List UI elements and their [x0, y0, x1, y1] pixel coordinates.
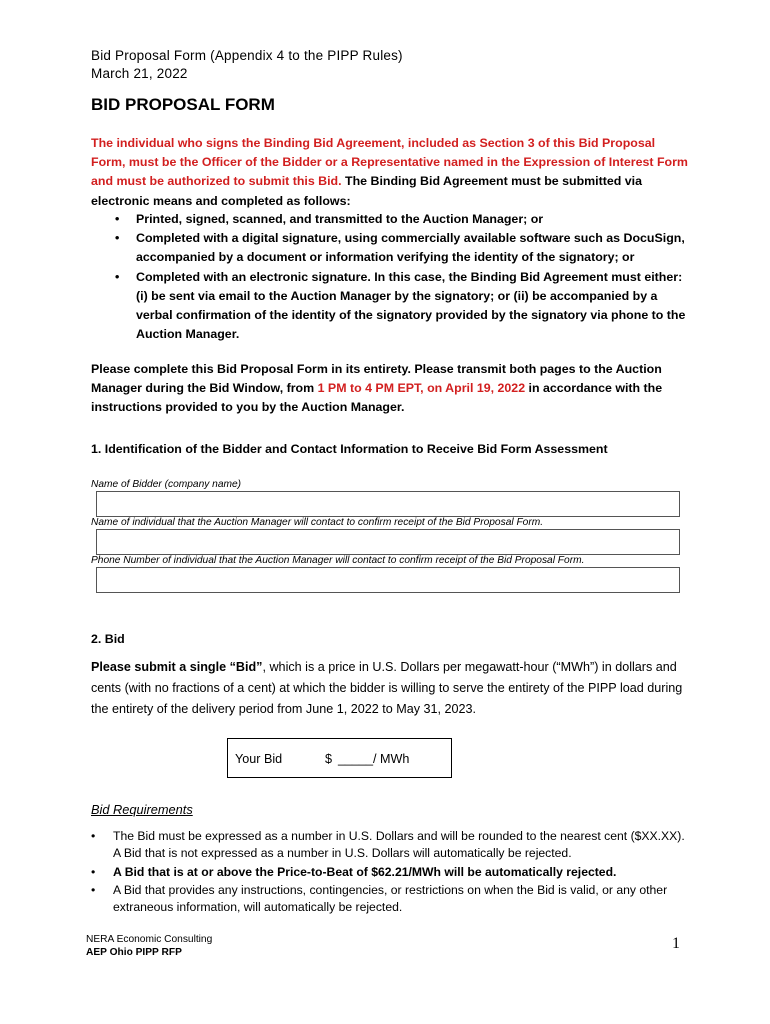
bullet-icon: • — [115, 212, 120, 226]
footer-rfp: AEP Ohio PIPP RFP — [86, 947, 182, 958]
requirement-text: A Bid that is at or above the Price-to-Beat of $62.21/MWh will be automatically rejected. — [113, 864, 617, 879]
page-title: BID PROPOSAL FORM — [91, 95, 275, 114]
bid-lead-bold: Please submit a single “Bid” — [91, 660, 263, 674]
list-item — [115, 268, 688, 345]
footer-organization: NERA Economic Consulting — [86, 934, 213, 945]
submission-text-part1: Please complete this Bid Proposal Form in its entirety. Please transmit both pages to the Auction Manager during the Bid Window, from — [91, 362, 662, 396]
bullet-icon: • — [115, 231, 120, 246]
document-header-title: Bid Proposal Form (Appendix 4 to the PIPP Rules) — [91, 48, 403, 63]
contact-name-field[interactable] — [96, 529, 680, 555]
currency-symbol: $ — [325, 752, 333, 766]
intro-red-text: The individual who signs the Binding Bid Agreement, included as Section 3 of this Bid Proposal Form, must be the Officer of the Bidder or a Representative named in the Expression of Interest Form and must be authorized to submit this Bid. — [91, 136, 688, 189]
intro-bullet-text: Printed, signed, scanned, and transmitted to the Auction Manager; or — [136, 212, 544, 226]
bullet-icon: • — [91, 864, 96, 879]
bid-amount-input[interactable]: _____ — [338, 752, 374, 766]
unit-label: / MWh — [373, 752, 410, 766]
bid-lead-rest: , which is a price in U.S. Dollars per megawatt-hour (“MWh”) in dollars and cents (with no fractions of a cent) at which the bidder is willing to serve the entirety of the PIPP load during the entirety of the delivery period from June 1, 2022 to May 31, 2023. — [91, 660, 683, 716]
bid-entry-box[interactable] — [227, 738, 452, 778]
intro-bullet-text: Completed with an electronic signature. In this case, the Binding Bid Agreement must either: (i) be sent via email to the Auction Manager by the signatory; or (ii) be accompanied by a verbal confirmation of the identity of the signatory provided by the signatory via phone to the Auction Manager. — [136, 269, 686, 342]
page-number: 1 — [672, 935, 680, 952]
section2-heading: 2. Bid — [91, 632, 125, 646]
intro-paragraph — [91, 134, 689, 211]
your-bid-label: Your Bid — [235, 752, 283, 766]
submission-text-part2: in accordance with the instructions provided to you by the Auction Manager. — [91, 381, 663, 415]
bullet-icon: • — [115, 269, 120, 284]
bullet-icon: • — [91, 829, 96, 843]
document-date: March 21, 2022 — [91, 66, 188, 81]
contact-name-label: Name of individual that the Auction Manager will contact to confirm receipt of the Bid Proposal Form. — [91, 517, 544, 528]
requirements-list — [91, 828, 691, 916]
contact-phone-label: Phone Number of individual that the Auction Manager will contact to confirm receipt of the Bid Proposal Form. — [91, 555, 585, 566]
list-item — [91, 882, 691, 916]
submission-paragraph — [91, 360, 689, 418]
intro-black-text: The Binding Bid Agreement must be submitted via electronic means and completed as follows: — [91, 174, 642, 208]
contact-phone-field[interactable] — [96, 567, 680, 593]
section1-heading: 1. Identification of the Bidder and Contact Information to Receive Bid Form Assessment — [91, 442, 608, 456]
bullet-icon: • — [91, 883, 96, 898]
bid-description — [91, 657, 703, 720]
bidder-name-field[interactable] — [96, 491, 680, 517]
list-item — [91, 864, 691, 881]
requirement-text: A Bid that provides any instructions, contingencies, or restrictions on when the Bid is valid, or any other extraneous information, will automatically be rejected. — [113, 883, 668, 915]
bidder-name-label: Name of Bidder (company name) — [91, 479, 242, 490]
bid-window-time: 1 PM to 4 PM EPT, on April 19, 2022 — [317, 381, 526, 396]
intro-bullet-text: Completed with a digital signature, using commercially available software such as DocuSign, accompanied by a document or information verifying the identity of the signatory; or — [136, 231, 685, 265]
list-item — [115, 210, 688, 229]
requirement-text: The Bid must be expressed as a number in U.S. Dollars and will be rounded to the nearest cent ($XX.XX). A Bid that is not expressed as a number in U.S. Dollars will automatically be rejected. — [113, 829, 685, 860]
list-item — [91, 828, 691, 862]
list-item — [115, 229, 688, 267]
requirements-heading: Bid Requirements — [91, 802, 193, 817]
intro-bullet-list — [115, 210, 688, 344]
